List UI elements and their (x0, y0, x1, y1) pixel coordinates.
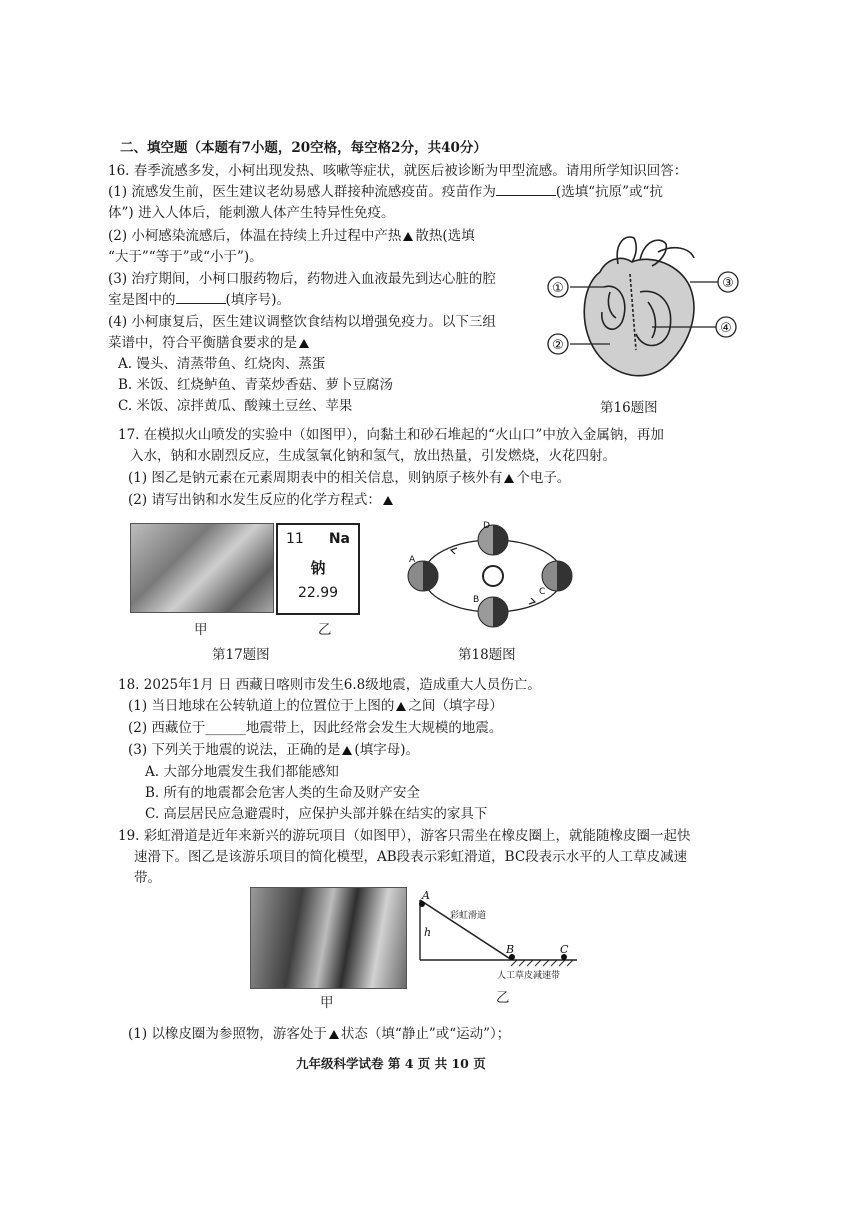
q16-part1-line2: 体”) 进入人体后，能刺激人体产生特异性免疫。 (108, 205, 395, 221)
q19-label-jia: 甲 (320, 995, 334, 1011)
q16-option-c: C. 米饭、凉拌黄瓜、酸辣土豆丝、苹果 (118, 398, 353, 414)
orbit-label-b: B (473, 595, 480, 605)
q16-stem: 16. 春季流感多发，小柯出现发热、咳嗽等症状，就医后被诊断为甲型流感。请用所学知识回答： (108, 163, 688, 179)
earth-icon (542, 561, 572, 591)
answer-triangle-icon (342, 746, 352, 755)
q16-part1-line1: (1) 流感发生前，医生建议老幼易感人群接种流感疫苗。疫苗作为 (选填“抗原”或“抗 (108, 184, 663, 200)
answer-triangle-icon (396, 702, 406, 711)
element-name: 钠 (310, 559, 326, 577)
answer-triangle-icon (403, 232, 413, 241)
section-title: 二、填空题（本题有7小题，20空格，每空格2分，共40分） (120, 140, 487, 156)
orbit-label-d: D (483, 521, 490, 531)
q18-stem: 18. 2025年1月 日 西藏日喀则市发生6.8级地震，造成重大人员伤亡。 (118, 677, 541, 693)
slide-model-diagram (412, 890, 597, 990)
q19-part1: (1) 以橡皮圈为参照物，游客处于 状态（填“静止”或“运动”）； (128, 1026, 511, 1042)
q17-part1: (1) 图乙是钠元素在元素周期表中的相关信息，则钠原子核外有 个电子。 (128, 470, 571, 486)
q16-part3-line2: 室是图中的 (填序号)。 (108, 292, 291, 308)
q17-stem-line2: 入水，钠和水剧烈反应，生成氢氧化钠和氢气，放出热量，引发燃烧，火花四射。 (130, 448, 616, 464)
q16-part3-line1: (3) 治疗期间，小柯口服药物后，药物进入血液最先到达心脏的腔 (108, 271, 496, 287)
point-b-label: B (506, 943, 515, 956)
answer-triangle-icon (329, 1030, 339, 1039)
heart-label-2: ② (552, 338, 564, 353)
rainbow-slide-photo (250, 887, 407, 989)
heart-diagram (540, 232, 740, 392)
answer-triangle-icon (383, 496, 393, 505)
q17-part2: (2) 请写出钠和水发生反应的化学方程式： (128, 491, 395, 509)
q19-label-yi: 乙 (496, 990, 510, 1006)
atomic-mass: 22.99 (297, 585, 339, 601)
orbit-label-a: A (409, 555, 416, 565)
orbit-label-c: C (539, 587, 546, 597)
q17-figure-caption: 第17题图 (212, 647, 270, 663)
q17-label-yi: 乙 (318, 622, 332, 638)
q18-part1: (1) 当日地球在公转轨道上的位置位于上图的 之间（填字母） (128, 698, 503, 714)
q16-part2-line1: (2) 小柯感染流感后，体温在持续上升过程中产热 散热(选填 (108, 228, 475, 244)
answer-triangle-icon (504, 474, 514, 483)
atomic-number: 11 (286, 531, 304, 547)
q17-label-jia: 甲 (194, 622, 208, 638)
answer-triangle-icon (299, 339, 309, 348)
q19-stem-line1: 19. 彩虹滑道是近年来新兴的游玩项目（如图甲），游客只需坐在橡皮圈上，就能随橡皮圈一起快 (118, 828, 691, 844)
q18-part2: (2) 西藏位于______地震带上，因此经常会发生大规模的地震。 (128, 720, 503, 736)
q17-stem-line1: 17. 在模拟火山喷发的实验中（如图甲），向黏土和砂石堆起的“火山口”中放入金属钠，再加 (118, 427, 664, 443)
heart-label-4: ④ (720, 321, 732, 336)
element-symbol: Na (328, 531, 350, 547)
point-c-label: C (560, 943, 569, 956)
earth-orbit-diagram (405, 518, 585, 633)
slide-label: 彩虹滑道 (450, 911, 487, 921)
q18-part3: (3) 下列关于地震的说法，正确的是 (填字母)。 (128, 742, 419, 758)
q19-stem-line2: 速滑下。图乙是该游乐项目的简化模型，AB段表示彩虹滑道，BC段表示水平的人工草皮减速 (134, 849, 688, 865)
earth-icon (408, 561, 438, 591)
q16-option-b: B. 米饭、红烧鲈鱼、青菜炒香菇、萝卜豆腐汤 (118, 377, 394, 393)
volcano-experiment-photo (130, 523, 274, 613)
height-h-label: h (424, 926, 432, 939)
heart-label-3: ③ (722, 276, 734, 291)
heart-label-1: ① (552, 281, 564, 296)
earth-icon (478, 597, 508, 627)
point-a-label: A (422, 890, 430, 902)
grass-strip-label: 人工草皮减速带 (497, 971, 561, 981)
sodium-element-card (276, 523, 360, 615)
q16-part4-line1: (4) 小柯康复后，医生建议调整饮食结构以增强免疫力。以下三组 (108, 314, 496, 330)
q16-part2-line2: “大于”“等于”或“小于”)。 (108, 249, 263, 265)
q18-option-b: B. 所有的地震都会危害人类的生命及财产安全 (145, 785, 421, 801)
q18-option-a: A. 大部分地震发生我们都能感知 (145, 764, 339, 780)
q16-option-a: A. 馒头、清蒸带鱼、红烧肉、蒸蛋 (118, 356, 326, 372)
q16-figure-caption: 第16题图 (600, 400, 658, 416)
q19-stem-line3: 带。 (134, 870, 161, 886)
page-footer: 九年级科学试卷 第 4 页 共 10 页 (296, 1056, 486, 1071)
q16-part4-line2: 菜谱中，符合平衡膳食要求的是 (108, 334, 311, 352)
q18-figure-caption: 第18题图 (458, 647, 516, 663)
q18-option-c: C. 高层居民应急避震时，应保护头部并躲在结实的家具下 (145, 806, 488, 822)
